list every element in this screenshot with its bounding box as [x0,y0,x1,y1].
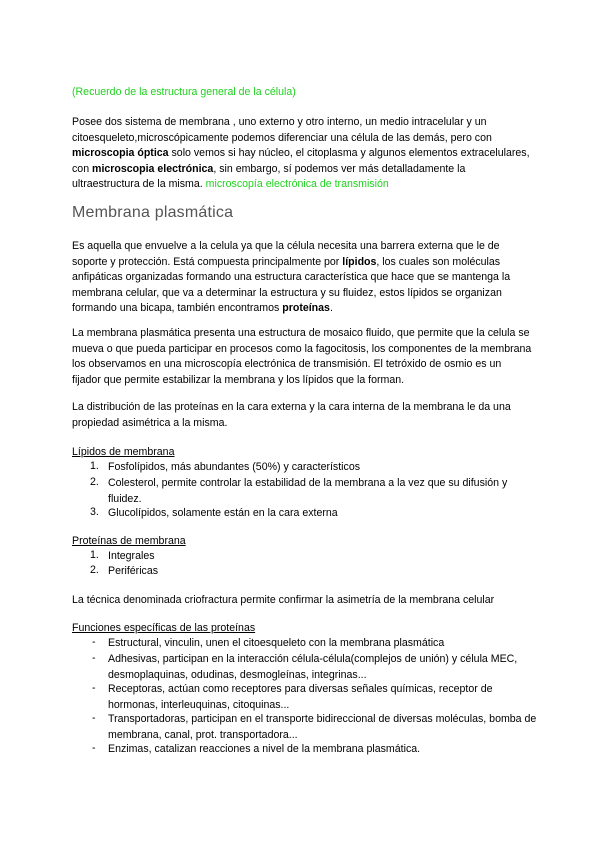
intro-bold-optical: microscopia óptica [72,147,169,159]
proteinas-title: Proteínas de membrana [72,535,186,547]
lipidos-item-3: Glucolípidos, solamente están en la cara externa [108,507,338,519]
p1-bold-lipidos: lípidos [342,255,377,268]
funciones-bullet-3: - [92,682,96,694]
intro-text-3: , sin embargo, sí podemos ver más detalladamente la ultraestructura de la misma. [72,162,466,190]
funciones-item-2: Adhesivas, participan en la interacción célula-célula(complejos de unión) y célula MEC, desmoplaquinas, odudinas, desmogleínas, integrinas... [108,653,518,681]
lipidos-title: Lípidos de membrana [72,446,175,458]
lipidos-item-1: Fosfolípidos, más abundantes (50%) y característicos [108,461,361,473]
proteinas-item-1: Integrales [108,550,155,562]
p1-text-1: Es aquella que envuelve a la celula ya que la célula necesita una barrera externa que le de soporte y protección. Está compuesta principalmente por [72,240,500,268]
p1-text-3: . [329,302,333,314]
paragraph-mosaic: La membrana plasmática presenta una estructura de mosaico fluido, que permite que la celula se mueva o que pueda participar en procesos como la fagocitosis, los componentes de la membrana los observamos en una microscopía electrónica de transmisión. El tetróxido de osmio es un fijador que permite estabilizar la membrana y los lípidos que la forman. [72,327,532,386]
p1-bold-proteinas: proteínas [282,302,330,314]
section-heading: Membrana plasmática [72,204,234,221]
proteinas-num-2: 2. [90,564,99,576]
intro-text-1: Posee dos sistema de membrana , uno externo y otro interno, un medio intracelular y un citoesqueleto,microscópicamente podemos diferenciar una célula de las demás, pero con [72,116,492,144]
funciones-title: Funciones específicas de las proteínas [72,622,256,634]
funciones-item-3: Receptoras, actúan como receptores para diversas señales químicas, receptor de hormonas, interleuquinas, citoquinas... [108,683,493,711]
funciones-item-1: Estructural, vinculin, unen el citoesqueleto con la membrana plasmática [108,637,445,649]
intro-note: (Recuerdo de la estructura general de la célula) [72,86,296,98]
lipidos-item-2: Colesterol, permite controlar la estabilidad de la membrana a la vez que su difusión y fluidez. [108,477,508,505]
funciones-bullet-4: - [92,712,96,724]
paragraph-asymmetry: La distribución de las proteínas en la cara externa y la cara interna de la membrana le da una propiedad asimétrica a la misma. [72,401,511,429]
proteinas-num-1: 1. [90,549,99,561]
paragraph-definition [72,239,532,317]
p1-text-2: , los cuales son moléculas anfipáticas organizadas formando una estructura característica que hace que se mantenga la membrana celular, que va a determinar la estructura y su fluidez, estos lípidos se organizan formando una bicapa, también encontramos [72,255,511,314]
funciones-item-4: Transportadoras, participan en el transporte bidireccional de diversas moléculas, bomba de membrana, canal, prot. transportadora... [108,713,537,741]
paragraph-criofractura: La técnica denominada criofractura permite confirmar la asimetría de la membrana celular [72,594,495,606]
proteinas-item-2: Periféricas [108,565,159,577]
intro-paragraph [72,115,532,193]
funciones-bullet-2: - [92,652,96,664]
intro-text-2: solo vemos si hay núcleo, el citoplasma y algunos elementos extracelulares, con [72,147,530,175]
lipidos-num-2: 2. [90,476,99,488]
intro-green-note: microscopía electrónica de transmisión [205,178,389,190]
lipidos-num-3: 3. [90,506,99,518]
funciones-bullet-1: - [92,636,96,648]
funciones-bullet-5: - [92,742,96,754]
intro-bold-electronic: microscopia electrónica [92,162,214,175]
lipidos-num-1: 1. [90,460,99,472]
funciones-item-5: Enzimas, catalizan reacciones a nivel de la membrana plasmática. [108,743,421,755]
